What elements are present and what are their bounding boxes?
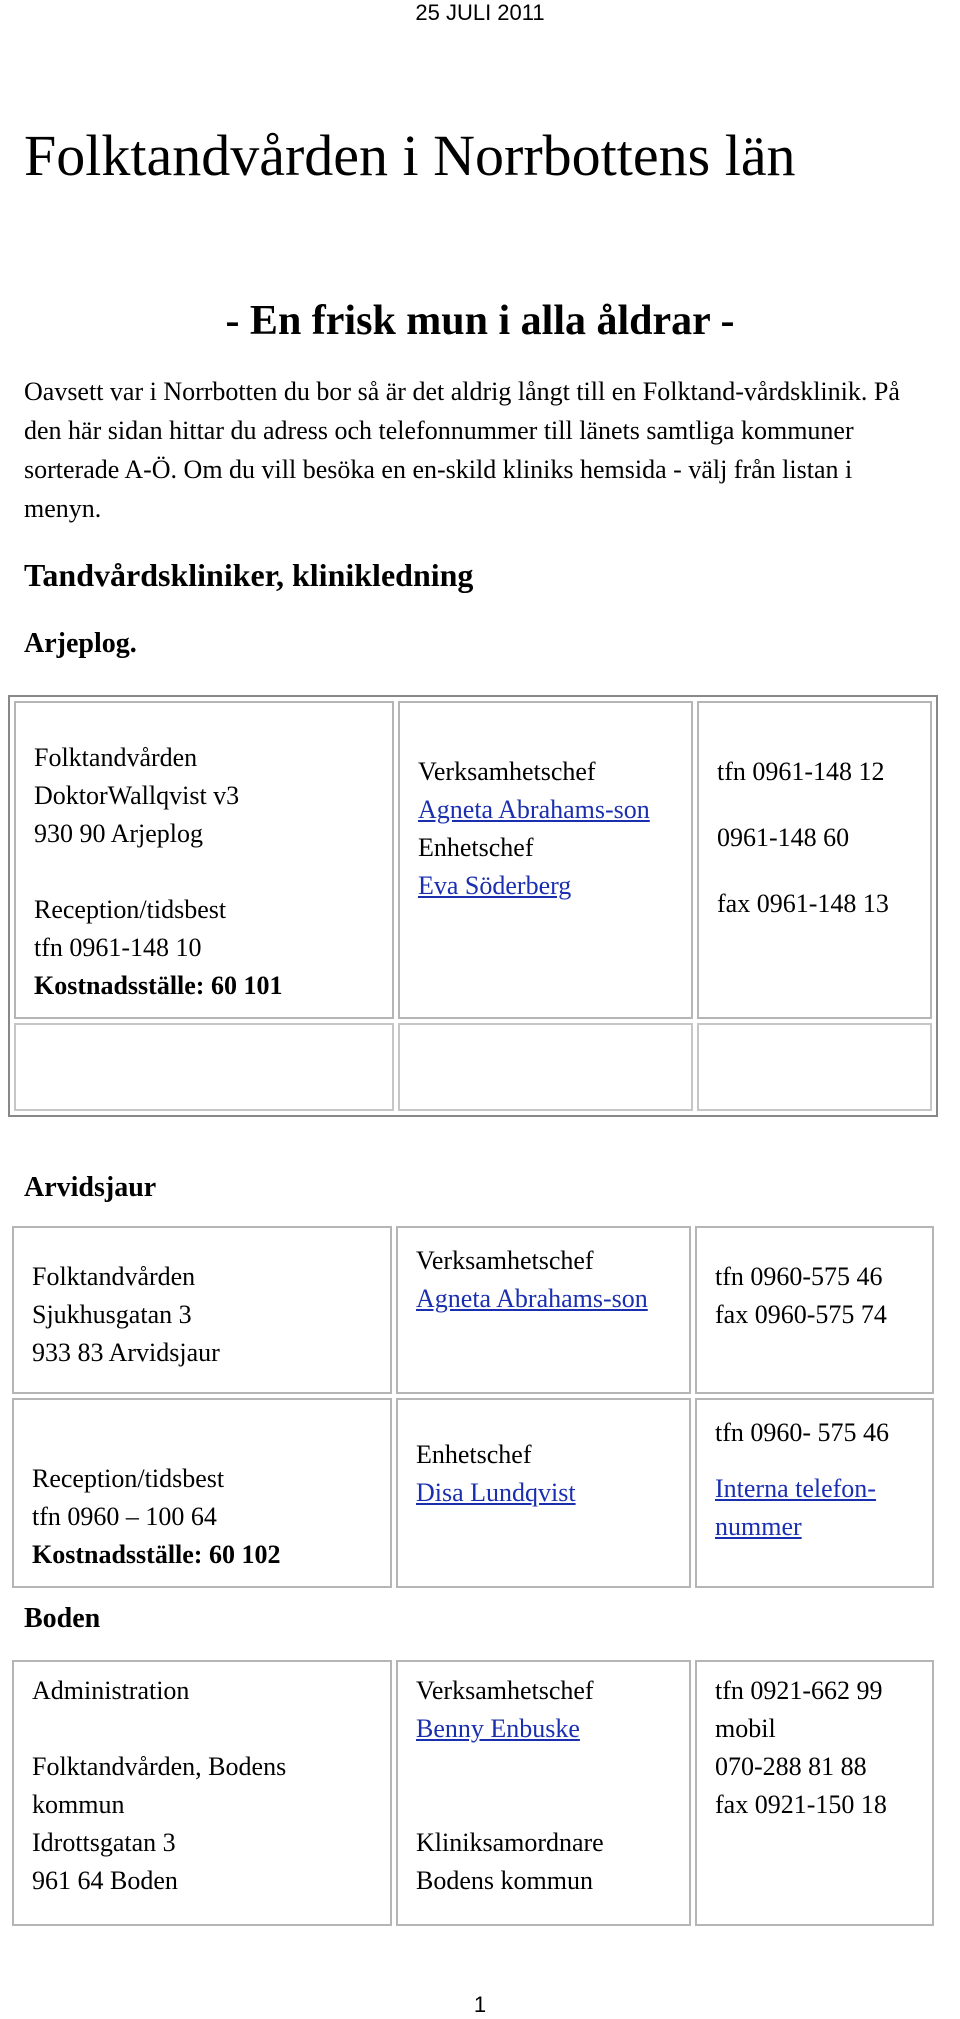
address-line: Idrottsgatan 3 [32,1828,176,1857]
town-heading-arjeplog: Arjeplog. [24,628,137,659]
address-line: 961 64 Boden [32,1866,178,1895]
clinic-address-cell [12,1226,392,1394]
management-cell [396,1660,691,1926]
date-header: 25 JULI 2011 [415,0,545,25]
phone-cell [695,1660,934,1926]
clinic-address-cell [14,701,394,1019]
town-heading-arvidsjaur: Arvidsjaur [24,1172,157,1203]
role-label: Enhetschef [416,1440,532,1469]
empty-cell [14,1023,394,1111]
role-label: Verksamhetschef [416,1676,594,1705]
person-link-eva[interactable]: Eva Söderberg [418,871,572,900]
address-line: Folktandvården, Bodens kommun [32,1752,287,1819]
reception-phone: tfn 0960 – 100 64 [32,1502,217,1531]
empty-cell [398,1023,693,1111]
management-cell [398,701,693,1019]
town-heading-boden: Boden [24,1603,101,1634]
person-link-benny[interactable]: Benny Enbuske [416,1714,580,1743]
phone-number: tfn 0961-148 12 [717,757,885,786]
person-link-disa[interactable]: Disa Lundqvist [416,1478,576,1507]
phone-cell [695,1398,934,1588]
clinic-table-arvidsjaur [8,1222,938,1592]
address-line: Folktandvården [34,743,198,772]
reception-label: Reception/tidsbest [34,895,227,924]
empty-cell [697,1023,932,1111]
management-cell [396,1398,691,1588]
phone-number: tfn 0921-662 99 [715,1676,883,1705]
phone-cell [697,701,932,1019]
reception-label: Reception/tidsbest [32,1464,225,1493]
address-line: 933 83 Arvidsjaur [32,1338,220,1367]
fax-number: fax 0961-148 13 [717,889,889,918]
clinic-address-cell [12,1660,392,1926]
mobile-number: 070-288 81 88 [715,1752,867,1781]
reception-phone: tfn 0961-148 10 [34,933,202,962]
management-cell [396,1226,691,1394]
address-line: Folktandvården [32,1262,196,1291]
role-label: Verksamhetschef [418,757,596,786]
page-subtitle: - En frisk mun i alla åldrar - [225,298,735,344]
clinic-table-arjeplog [8,695,938,1117]
page-number: 1 [473,1992,487,2017]
person-link-agneta[interactable]: Agneta Abrahams-son [418,795,650,824]
phone-number: tfn 0960-575 46 [715,1262,883,1291]
internal-phone-link[interactable]: Interna telefon-nummer [715,1474,876,1541]
role-label: Kliniksamordnare Bodens kommun [416,1828,604,1895]
page-title: Folktandvården i Norrbottens län [24,123,796,188]
intro-paragraph: Oavsett var i Norrbotten du bor så är det aldrig långt till en Folktand-vårdsklinik. På den här sidan hittar du adress och telefonnummer till länets samtliga kommuner sorterade A-Ö. Om du vill besöka en en-skild kliniks hemsida - välj från listan i menyn. [24,377,900,523]
mobile-label: mobil [715,1714,776,1743]
role-label: Verksamhetschef [416,1246,594,1275]
reception-cell [12,1398,392,1588]
fax-number: fax 0921-150 18 [715,1790,887,1819]
phone-cell [695,1226,934,1394]
role-label: Enhetschef [418,833,534,862]
cost-center: Kostnadsställe: 60 102 [32,1540,281,1569]
clinic-table-boden [8,1656,938,1930]
admin-label: Administration [32,1676,190,1705]
section-heading: Tandvårdskliniker, klinikledning [24,557,474,593]
phone-number: tfn 0960- 575 46 [715,1418,890,1447]
phone-number: 0961-148 60 [717,823,850,852]
address-line: Sjukhusgatan 3 [32,1300,192,1329]
address-line: DoktorWallqvist v3 [34,781,240,810]
fax-number: fax 0960-575 74 [715,1300,887,1329]
cost-center: Kostnadsställe: 60 101 [34,971,283,1000]
person-link-agneta[interactable]: Agneta Abrahams-son [416,1284,648,1313]
address-line: 930 90 Arjeplog [34,819,203,848]
